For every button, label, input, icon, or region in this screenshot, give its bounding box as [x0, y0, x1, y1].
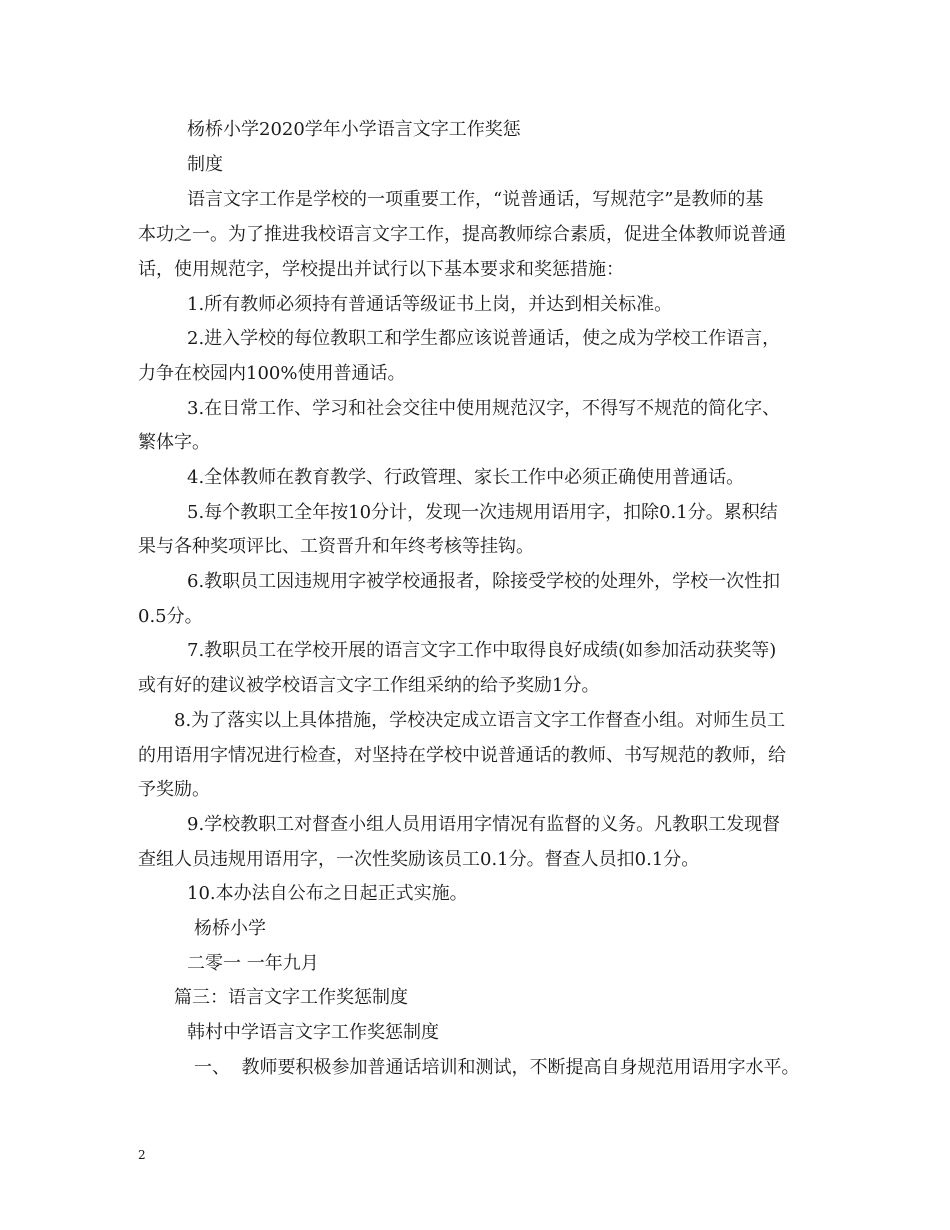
- item-8-line-2: 的用语用字情况进行检查，对坚持在学校中说普通话的教师、书写规范的教师，给: [138, 745, 786, 766]
- section-title: 韩村中学语言文字工作奖惩制度: [187, 1022, 439, 1043]
- item-3-line-1: 3.在日常工作、学习和社会交往中使用规范汉字，不得写不规范的简化字、: [187, 398, 781, 419]
- section-item-1: 一、 教师要积极参加普通话培训和测试，不断提高自身规范用语用字水平。: [194, 1057, 800, 1078]
- item-2-line-1: 2.进入学校的每位教职工和学生都应该说普通话，使之成为学校工作语言，: [187, 328, 781, 349]
- item-5-line-2: 果与各种奖项评比、工资晋升和年终考核等挂钩。: [138, 536, 534, 557]
- intro-line-1: 语言文字工作是学校的一项重要工作，“说普通话，写规范字”是教师的基: [187, 189, 764, 210]
- signature: 杨桥小学: [194, 918, 266, 939]
- item-1-line-1: 1.所有教师必须持有普通话等级证书上岗，并达到相关标准。: [187, 294, 673, 315]
- item-2-line-2: 力争在校园内100%使用普通话。: [138, 363, 406, 384]
- item-10-line-1: 10.本办法自公布之日起正式实施。: [187, 883, 468, 904]
- item-6-line-1: 6.教职员工因违规用字被学校通报者，除接受学校的处理外，学校一次性扣: [187, 571, 781, 592]
- item-3-line-2: 繁体字。: [138, 432, 210, 453]
- item-5-line-1: 5.每个教职工全年按10分计，发现一次违规用语用字，扣除0.1分。累积结: [187, 502, 778, 523]
- item-9-line-2: 查组人员违规用语用字，一次性奖励该员工0.1分。督查人员扣0.1分。: [138, 849, 700, 870]
- item-8-line-1: 8.为了落实以上具体措施，学校决定成立语言文字工作督查小组。对师生员工: [174, 710, 786, 731]
- item-7-line-2: 或有好的建议被学校语言文字工作组采纳的给予奖励1分。: [138, 675, 600, 696]
- item-8-line-3: 予奖励。: [138, 779, 210, 800]
- item-4-line-1: 4.全体教师在教育教学、行政管理、家长工作中必须正确使用普通话。: [187, 467, 745, 488]
- date-line: 二零一 一年九月: [187, 953, 319, 974]
- document-title-line-1: 杨桥小学2020学年小学语言文字工作奖惩: [187, 119, 521, 140]
- page-number: 2: [138, 1148, 146, 1162]
- item-6-line-2: 0.5分。: [138, 606, 203, 627]
- item-7-line-1: 7.教职员工在学校开展的语言文字工作中取得良好成绩(如参加活动获奖等): [187, 640, 777, 661]
- item-9-line-1: 9.学校教职工对督查小组人员用语用字情况有监督的义务。凡教职工发现督: [187, 814, 781, 835]
- document-title-line-2: 制度: [187, 154, 223, 175]
- section-heading: 篇三：语言文字工作奖惩制度: [174, 987, 408, 1008]
- intro-line-3: 话，使用规范字，学校提出并试行以下基本要求和奖惩措施：: [138, 259, 624, 280]
- intro-line-2: 本功之一。为了推进我校语言文字工作，提高教师综合素质，促进全体教师说普通: [138, 224, 786, 245]
